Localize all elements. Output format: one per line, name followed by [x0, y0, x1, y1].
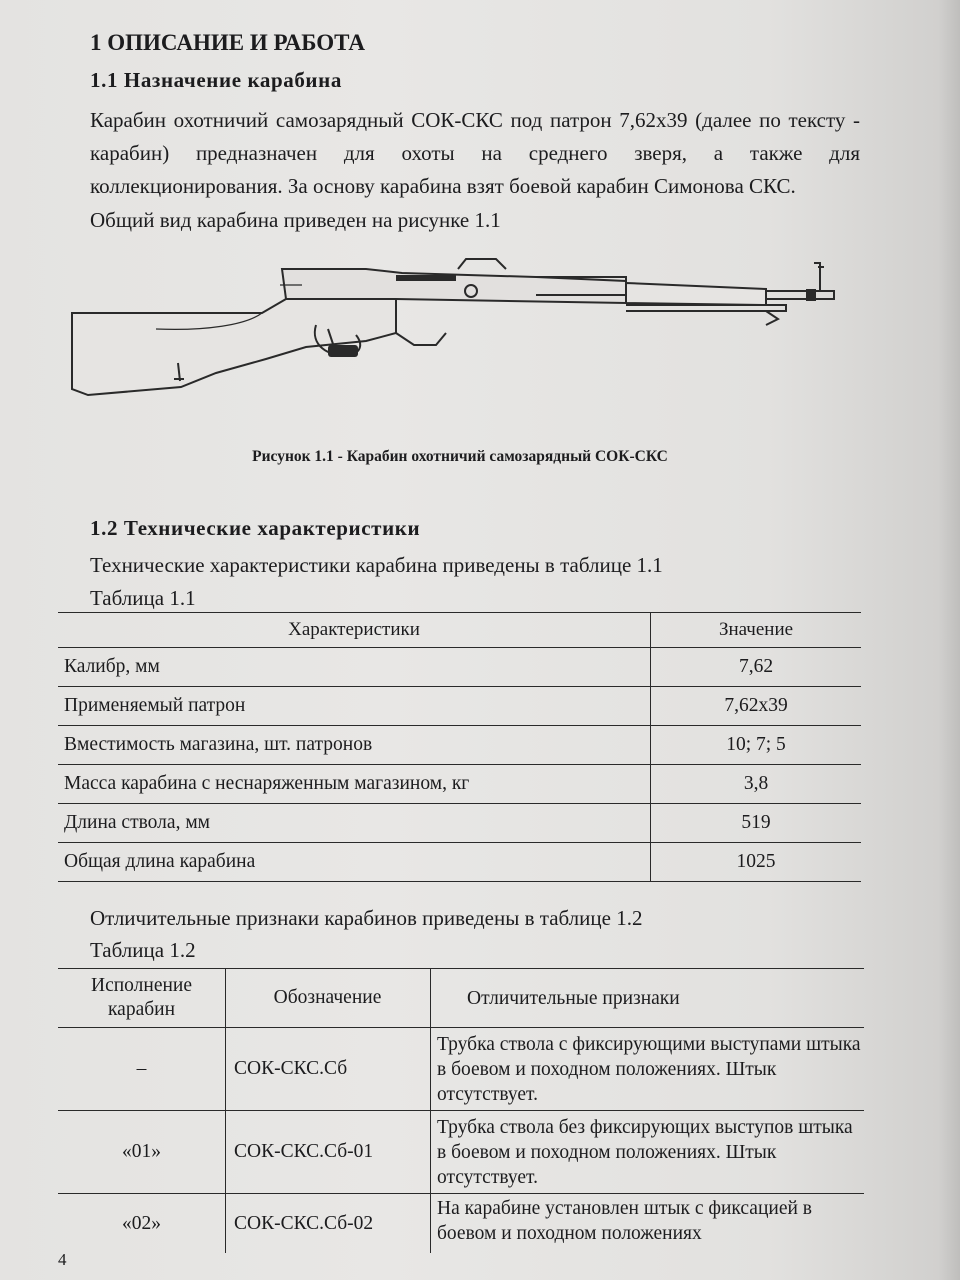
column-header: Отличительные признаки	[431, 969, 865, 1028]
subsection-title-specs: 1.2 Технические характеристики	[90, 516, 421, 540]
column-header: Обозначение	[226, 969, 431, 1028]
table-row	[58, 648, 861, 687]
variant-features: Трубка ствола с фиксирующими выступами штыка в боевом и походном положениях. Штык отсутствует.	[431, 1028, 865, 1111]
spec-name: Масса карабина с неснаряженным магазином, кг	[58, 765, 651, 804]
table-row	[58, 1028, 864, 1111]
spec-value: 7,62х39	[651, 687, 862, 726]
spec-value: 3,8	[651, 765, 862, 804]
spec-name: Вместимость магазина, шт. патронов	[58, 726, 651, 765]
variant-code: –	[58, 1028, 226, 1111]
spec-name: Длина ствола, мм	[58, 804, 651, 843]
section-title: 1 ОПИСАНИЕ И РАБОТА	[90, 30, 365, 55]
table2-intro: Отличительные признаки карабинов приведены в таблице 1.2	[90, 906, 643, 930]
variant-designation: СОК-СКС.Сб-02	[226, 1194, 431, 1254]
table-header-row	[58, 613, 861, 648]
variants-table	[58, 968, 864, 1253]
spec-name: Применяемый патрон	[58, 687, 651, 726]
specs-table	[58, 612, 861, 882]
spec-value: 10; 7; 5	[651, 726, 862, 765]
variant-designation: СОК-СКС.Сб	[226, 1028, 431, 1111]
spec-value: 7,62	[651, 648, 862, 687]
table-row	[58, 765, 861, 804]
table-row	[58, 804, 861, 843]
page-edge-shadow	[938, 0, 960, 1280]
subsection-title-purpose: 1.1 Назначение карабина	[90, 68, 342, 92]
table1-label: Таблица 1.1	[90, 586, 196, 610]
spec-value: 519	[651, 804, 862, 843]
figure-caption: Рисунок 1.1 - Карабин охотничий самозарядный СОК-СКС	[252, 448, 668, 465]
variant-code: «01»	[58, 1111, 226, 1194]
column-header: Исполнение карабин	[58, 969, 226, 1028]
column-header: Значение	[651, 613, 862, 648]
spec-name: Калибр, мм	[58, 648, 651, 687]
spec-value: 1025	[651, 843, 862, 882]
table-header-row	[58, 969, 864, 1028]
variant-features: Трубка ствола без фиксирующих выступов штыка в боевом и походном положениях. Штык отсутствует.	[431, 1111, 865, 1194]
rifle-drawing	[66, 255, 846, 405]
table2-label: Таблица 1.2	[90, 938, 196, 962]
spec-name: Общая длина карабина	[58, 843, 651, 882]
table-row	[58, 1194, 864, 1254]
page-number: 4	[58, 1250, 67, 1269]
variant-designation: СОК-СКС.Сб-01	[226, 1111, 431, 1194]
figure-reference-text: Общий вид карабина приведен на рисунке 1.1	[90, 208, 501, 232]
column-header: Характеристики	[58, 613, 651, 648]
table1-intro: Технические характеристики карабина приведены в таблице 1.1	[90, 553, 663, 577]
purpose-paragraph: Карабин охотничий самозарядный СОК-СКС под патрон 7,62х39 (далее по тексту - карабин) предназначен для охоты на среднего зверя, а также для коллекционирования. За основу карабина взят боевой карабин Симонова СКС.	[90, 108, 860, 198]
table-row	[58, 843, 861, 882]
table-row	[58, 726, 861, 765]
variant-features: На карабине установлен штык с фиксацией в боевом и походном положениях	[431, 1194, 865, 1254]
table-row	[58, 1111, 864, 1194]
table-row	[58, 687, 861, 726]
variant-code: «02»	[58, 1194, 226, 1254]
